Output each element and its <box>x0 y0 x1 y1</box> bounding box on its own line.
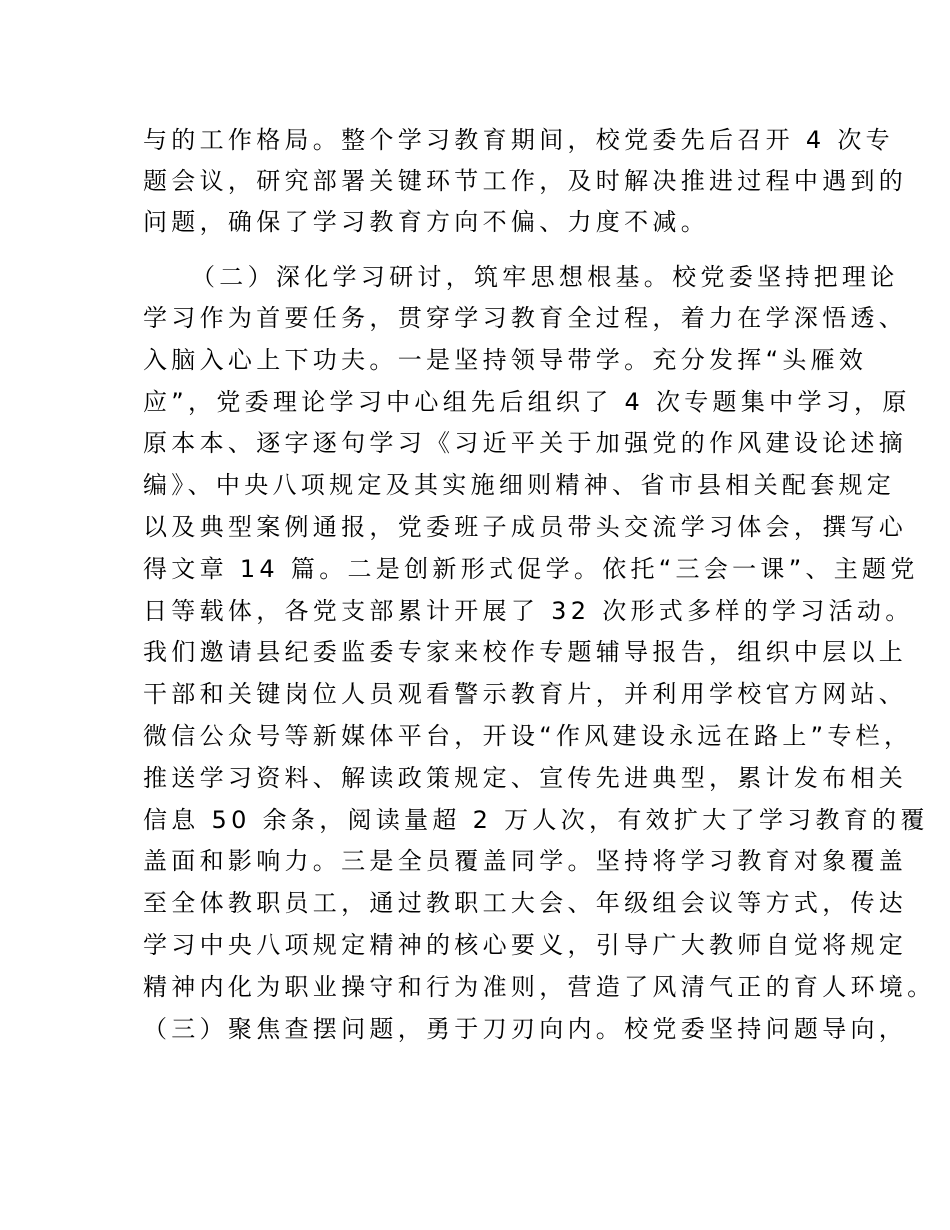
text-line: 干部和关键岗位人员观看警示教育片，并利用学校官方网站、 <box>143 680 908 708</box>
paragraph-heading-3: （三）聚焦查摆问题，勇于刀刃向内。校党委坚持问题导向， <box>143 1015 908 1043</box>
paragraph-heading-2: （二）深化学习研讨，筑牢思想根基。校党委坚持把理论 <box>191 263 899 291</box>
text-line: 盖面和影响力。三是全员覆盖同学。坚持将学习教育对象覆盖 <box>143 847 908 875</box>
text-line: 问题，确保了学习教育方向不偏、力度不减。 <box>143 208 709 236</box>
text-line: 日等载体，各党支部累计开展了 32 次形式多样的学习活动。 <box>143 597 914 625</box>
text-line: 得文章 14 篇。二是创新形式促学。依托“三会一课”、主题党 <box>143 555 919 583</box>
text-line: 推送学习资料、解读政策规定、宣传先进典型，累计发布相关 <box>143 764 908 792</box>
text-line: 学习作为首要任务，贯穿学习教育全过程，着力在学深悟透、 <box>143 304 908 332</box>
text-line: 精神内化为职业操守和行为准则，营造了风清气正的育人环境。 <box>143 973 936 1001</box>
text-line: 我们邀请县纪委监委专家来校作专题辅导报告，组织中层以上 <box>143 638 908 666</box>
text-line: 入脑入心上下功夫。一是坚持领导带学。充分发挥“头雁效 <box>143 346 868 374</box>
text-line: 题会议，研究部署关键环节工作，及时解决推进过程中遇到的 <box>143 167 908 195</box>
text-line: 原本本、逐字逐句学习《习近平关于加强党的作风建设论述摘 <box>143 429 908 457</box>
text-line: 应”，党委理论学习中心组先后组织了 4 次专题集中学习，原 <box>143 388 911 416</box>
text-line: 与的工作格局。整个学习教育期间，校党委先后召开 4 次专 <box>143 126 894 154</box>
text-line: 至全体教职员工，通过教职工大会、年级组会议等方式，传达 <box>143 889 908 917</box>
text-line: 微信公众号等新媒体平台，开设“作风建设永远在路上”专栏， <box>143 722 913 750</box>
text-line: 以及典型案例通报，党委班子成员带头交流学习体会，撰写心 <box>143 513 908 541</box>
text-line: 信息 50 余条，阅读量超 2 万人次，有效扩大了学习教育的覆 <box>143 806 929 834</box>
text-line: 编》、中央八项规定及其实施细则精神、省市县相关配套规定 <box>143 471 896 499</box>
text-line: 学习中央八项规定精神的核心要义，引导广大教师自觉将规定 <box>143 931 908 959</box>
